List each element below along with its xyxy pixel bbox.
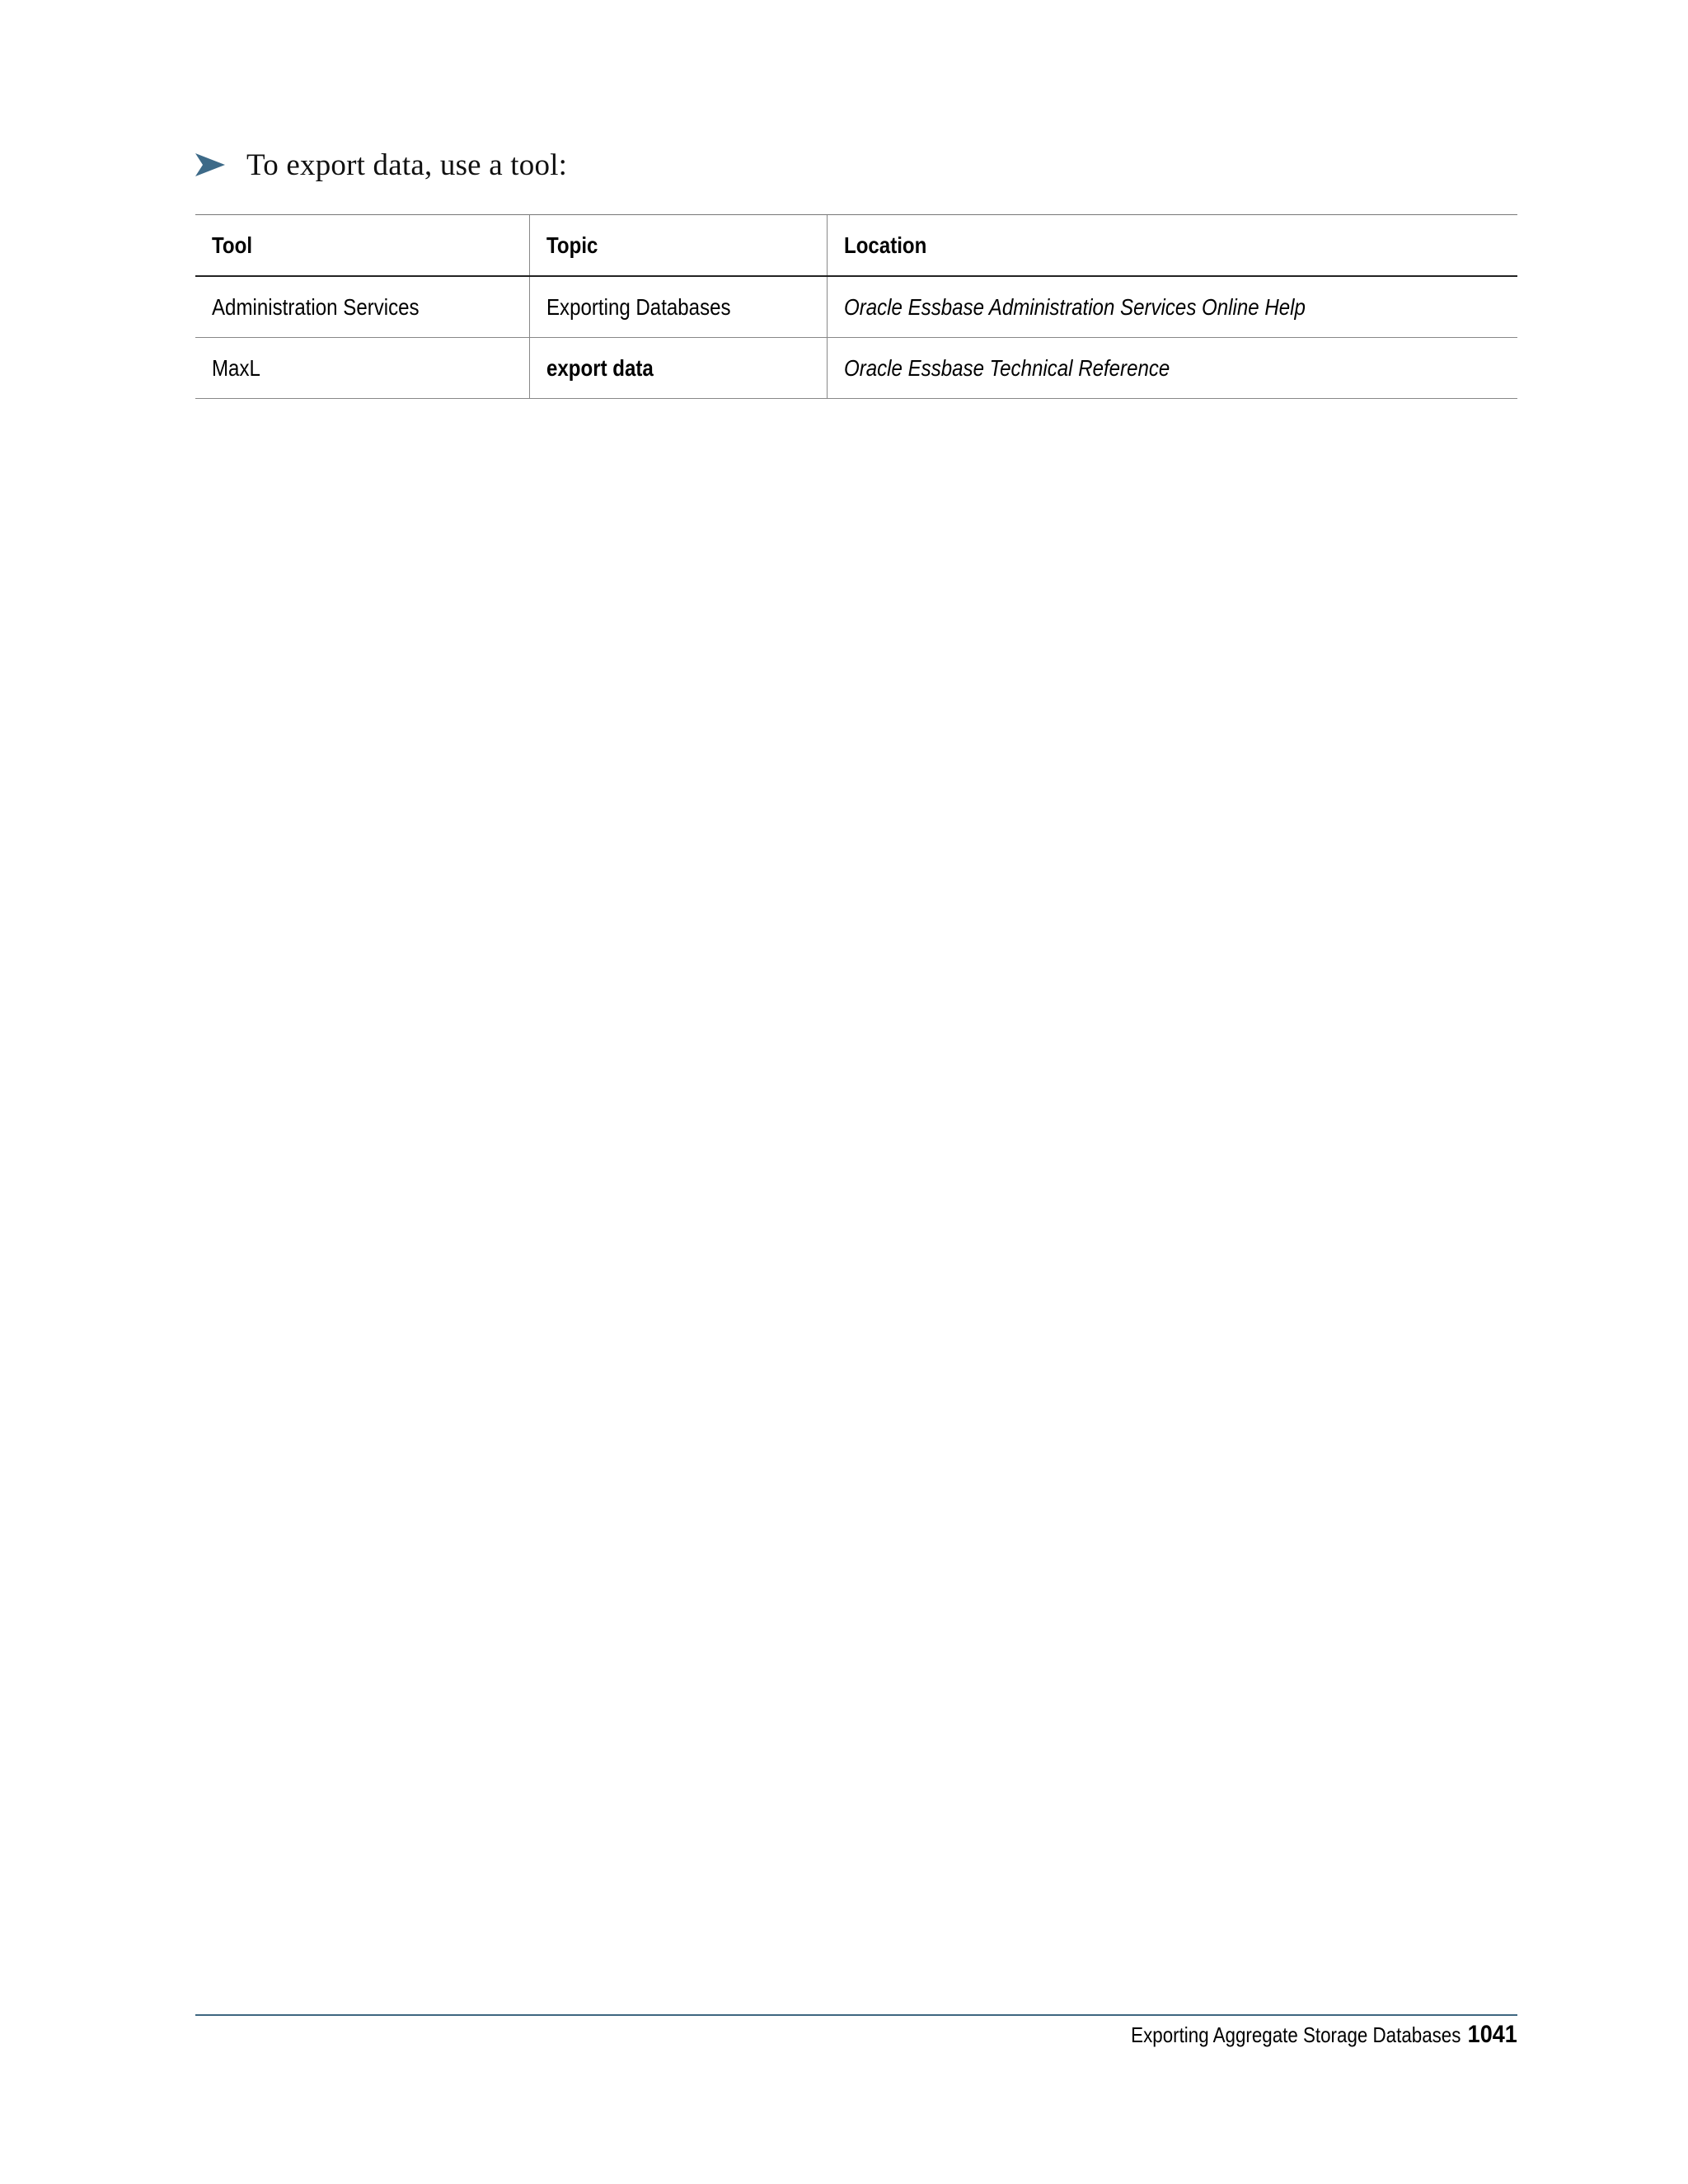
- column-header-tool: Tool: [195, 215, 529, 277]
- footer-rule: [195, 2014, 1517, 2016]
- footer-chapter-title: Exporting Aggregate Storage Databases: [1130, 2022, 1461, 2047]
- cell-topic: export data: [529, 338, 827, 399]
- procedure-text: To export data, use a tool:: [246, 148, 568, 182]
- arrow-bullet-icon: [195, 152, 225, 178]
- cell-tool: Administration Services: [195, 276, 529, 338]
- cell-location: Oracle Essbase Technical Reference: [827, 338, 1517, 399]
- procedure-step: [195, 142, 567, 188]
- table-header-row: [195, 215, 1517, 277]
- cell-tool: MaxL: [195, 338, 529, 399]
- column-header-topic: Topic: [529, 215, 827, 277]
- cell-topic: Exporting Databases: [529, 276, 827, 338]
- page-footer: [1077, 2021, 1517, 2049]
- table-row: [195, 276, 1517, 338]
- page-number: 1041: [1467, 2021, 1517, 2048]
- table-row: [195, 338, 1517, 399]
- cell-location: Oracle Essbase Administration Services Online Help: [827, 276, 1517, 338]
- tools-table: [195, 214, 1517, 399]
- column-header-location: Location: [827, 215, 1517, 277]
